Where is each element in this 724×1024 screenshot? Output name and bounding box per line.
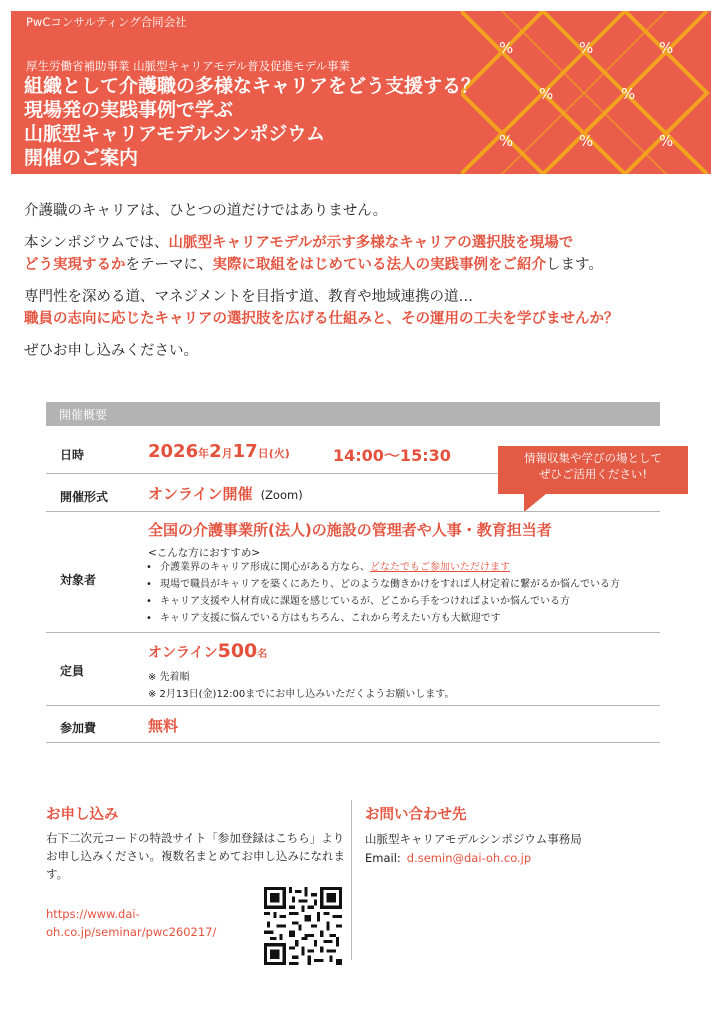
fee-value: 無料 [148,717,179,735]
capacity-value: オンライン500名 [148,640,268,662]
event-date: 2026年2月17日(火) [148,441,290,462]
target-audience: 全国の介護事業所(法人)の施設の管理者や人事・教育担当者 [148,521,552,539]
apply-url-link[interactable]: https://www.dai- oh.co.jp/seminar/pwc260217/ [46,907,217,939]
event-format: オンライン開催 (Zoom) [148,485,303,503]
capacity-label: 定員 [60,664,85,678]
list-item: • 介護業界のキャリア形成に関心がある方なら、どなたでもご参加いただけます [146,559,620,576]
intro-text [24,200,704,362]
apply-title: お申し込み [46,807,119,823]
callout-bubble: 情報収集や学びの場として ぜひご活用ください! [498,446,688,494]
list-item: • 現場で職員がキャリアを築くにあたり、どのような働きかけをすれば人材定着に繋がるか悩んでいる方 [146,576,620,593]
page-title [24,74,480,170]
fee-label: 参加費 [60,721,97,735]
divider [46,511,660,512]
divider [46,705,660,706]
list-item: • キャリア支援に悩んでいる方はもちろん、これから考えたい方も大歓迎です [146,610,620,627]
intro-paragraph: ぜひお申し込みください。 [24,343,198,359]
divider [46,632,660,633]
percent-icon: % [539,85,554,103]
capacity-note: ※ 2月13日(金)12:00までにお申し込みいただくようお願いします。 [148,689,455,700]
overview-heading: 開催概要 [46,402,660,426]
callout-tail [524,494,546,512]
qr-code-icon[interactable] [264,887,342,965]
intro-paragraph: 介護職のキャリアは、ひとつの道だけではありません。 [24,203,388,219]
target-list [146,559,620,627]
event-time: 14:00〜15:30 [333,446,451,465]
title-line: 開催のご案内 [24,147,139,169]
capacity-note: ※ 先着順 [148,672,190,683]
percent-icon: % [659,39,674,57]
column-divider [351,800,352,960]
percent-icon: % [579,132,594,150]
intro-paragraph: どう実現するかをテーマに、実際に取組をはじめている法人の実践事例をご紹介します。 [24,257,603,273]
percent-icon: % [659,132,674,150]
diamond-pattern [461,11,711,174]
title-line: 現場発の実践事例で学ぶ [24,99,234,121]
contact-email-link[interactable]: d.semin@dai-oh.co.jp [406,851,532,865]
divider [46,742,660,743]
header-banner [11,11,711,174]
percent-icon: % [499,39,514,57]
intro-paragraph: 本シンポジウムでは、山脈型キャリアモデルが示す多様なキャリアの選択肢を現場で [24,235,574,251]
contact-email-row: Email: d.semin@dai-oh.co.jp [365,851,532,865]
contact-office: 山脈型キャリアモデルシンポジウム事務局 [365,832,582,846]
intro-paragraph: 専門性を深める道、マネジメントを目指す道、教育や地域連携の道… [24,289,474,305]
apply-text: 右下二次元コードの特設サイト「参加登録はこちら」よりお申し込みください。複数名まとめてお申し込みになれます。 [46,831,345,881]
contact-title: お問い合わせ先 [365,807,467,823]
date-label: 日時 [60,448,85,462]
header-subtitle: 厚生労働省補助事業 山脈型キャリアモデル普及促進モデル事業 [26,59,351,73]
percent-icon: % [579,39,594,57]
intro-paragraph: 職員の志向に応じたキャリアの選択肢を広げる仕組みと、その運用の工夫を学びませんか？ [24,311,619,327]
percent-icon: % [499,132,514,150]
title-line: 山脈型キャリアモデルシンポジウム [24,123,326,145]
title-line: 組織として介護職の多様なキャリアをどう支援する？ [24,75,481,97]
list-item: • キャリア支援や人材育成に課題を感じているが、どこから手をつければよいか悩んでいる方 [146,593,620,610]
percent-icon: % [621,85,636,103]
format-label: 開催形式 [60,490,109,504]
recommend-heading: <こんな方におすすめ> [148,547,261,559]
company-name: PwCコンサルティング合同会社 [26,15,187,29]
target-label: 対象者 [60,573,97,587]
